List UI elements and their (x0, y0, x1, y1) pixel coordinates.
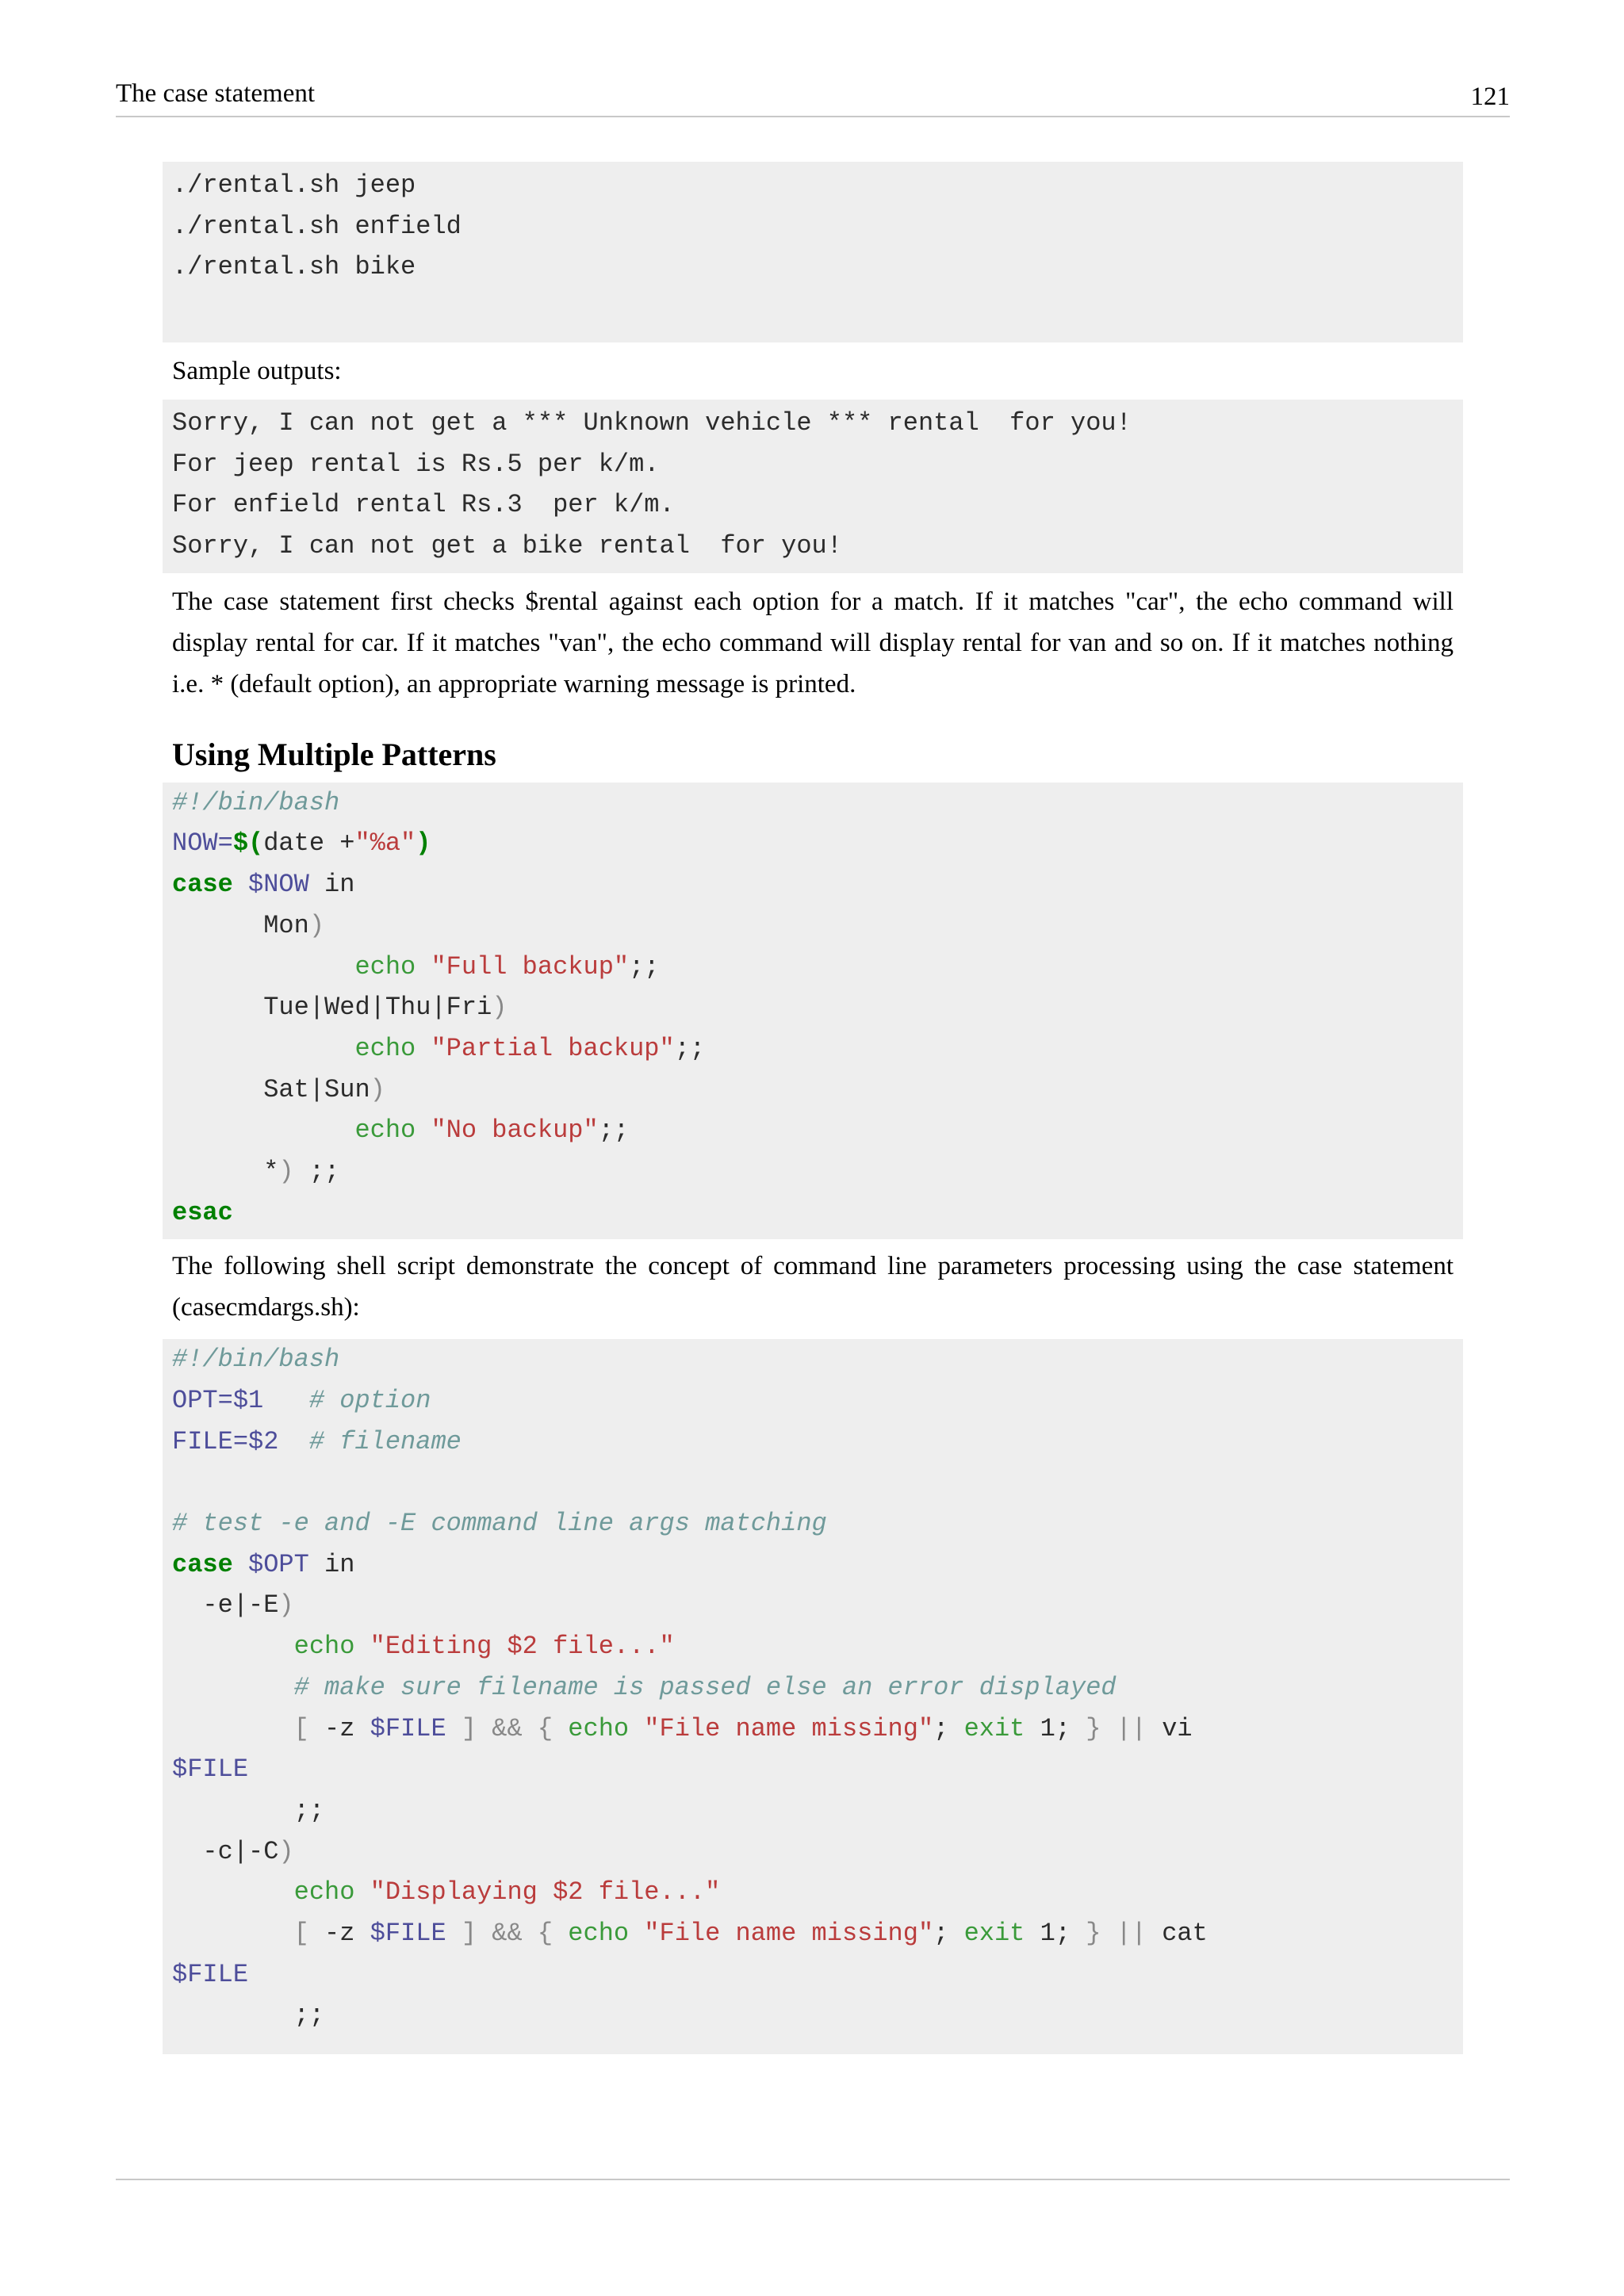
code-command: echo (293, 1632, 355, 1662)
code-comment: # filename (308, 1426, 462, 1456)
code-line: For enfield rental Rs.3 per k/m. (172, 490, 675, 520)
code-operator: ] (461, 1713, 477, 1743)
sample-outputs-label: Sample outputs: (172, 357, 342, 385)
code-operator: ) (278, 1836, 294, 1866)
code-line (172, 987, 1454, 1028)
running-title: The case statement (116, 79, 316, 108)
code-operator: || (1116, 1713, 1147, 1743)
code-keyword: case (172, 870, 233, 900)
code-variable: $NOW (248, 870, 309, 900)
code-line (172, 1544, 1454, 1586)
code-variable: $FILE (370, 1918, 446, 1948)
code-operator: } (1086, 1918, 1101, 1948)
code-line (172, 1585, 1454, 1626)
code-comment: # make sure filename is passed else an error displayed (293, 1672, 1116, 1702)
code-line (172, 1339, 1454, 1380)
code-command: echo (568, 1918, 630, 1948)
code-string: "Editing $2 file..." (370, 1632, 675, 1662)
code-operator: ) (308, 910, 325, 940)
code-pattern: * (263, 1156, 279, 1186)
code-text: ; (933, 1713, 949, 1743)
code-block-usage (163, 162, 1463, 342)
code-string: "Displaying $2 file..." (370, 1877, 721, 1908)
code-line: For jeep rental is Rs.5 per k/m. (172, 449, 660, 479)
code-line: ./rental.sh jeep (172, 170, 416, 200)
code-pattern: -e|-E (202, 1590, 279, 1621)
code-text: ;; (598, 1115, 630, 1146)
code-line (172, 1110, 1454, 1151)
code-line (172, 1422, 1454, 1463)
code-line (172, 1995, 1454, 2036)
code-line (172, 823, 1454, 864)
code-variable: FILE=$2 (172, 1426, 279, 1456)
code-keyword: esac (172, 1197, 233, 1227)
code-text: cat (1162, 1918, 1208, 1948)
code-block-outputs (163, 400, 1463, 573)
code-operator: } (1086, 1713, 1101, 1743)
code-line (172, 947, 1454, 988)
code-line: Sorry, I can not get a bike rental for you! (172, 531, 842, 561)
code-operator: ) (370, 1074, 385, 1104)
code-keyword: case (172, 1549, 233, 1579)
code-pattern: -c|-C (202, 1836, 279, 1866)
code-text: ;; (674, 1033, 706, 1063)
code-line (172, 1872, 1454, 1913)
code-text: ; (933, 1918, 949, 1948)
code-command: echo (568, 1713, 630, 1743)
code-variable: $FILE (172, 1755, 249, 1785)
code-text: -z (324, 1918, 355, 1948)
code-line (172, 1709, 1454, 1750)
code-text: ;; (293, 2000, 325, 2030)
code-line (172, 1070, 1454, 1111)
code-operator: || (1116, 1918, 1147, 1948)
page-content (163, 162, 1463, 2054)
code-line (172, 1913, 1454, 1954)
code-pattern: Sat|Sun (263, 1074, 370, 1104)
page-number: 121 (1470, 82, 1510, 111)
code-line (172, 783, 1454, 824)
code-string: "No backup" (431, 1115, 599, 1146)
code-operator: ) (492, 993, 508, 1023)
code-block-cmdargs (163, 1339, 1463, 2054)
code-line (172, 1151, 1454, 1192)
code-text: date + (263, 828, 355, 859)
code-command: exit (963, 1713, 1025, 1743)
code-string: "Full backup" (431, 951, 630, 982)
code-subst: ) (416, 828, 431, 859)
intro-paragraph: The following shell script demonstrate the concept of command line parameters processing using the case statement (casecmdargs.sh): (172, 1252, 1454, 1322)
code-line (172, 1749, 1454, 1790)
section-heading: Using Multiple Patterns (172, 736, 496, 772)
code-text: in (324, 870, 355, 900)
code-comment: # option (308, 1386, 431, 1415)
code-command: exit (963, 1918, 1025, 1948)
code-line (172, 1192, 1454, 1234)
code-command: echo (354, 1033, 416, 1063)
code-command: echo (354, 951, 416, 982)
code-pattern: Mon (263, 910, 309, 940)
code-line (172, 1667, 1454, 1709)
code-line (172, 1831, 1454, 1873)
code-line (172, 1954, 1454, 1996)
code-block-multiple-patterns (163, 783, 1463, 1240)
code-operator: && (492, 1918, 523, 1948)
code-subst: $( (232, 828, 264, 859)
code-text: vi (1162, 1713, 1193, 1743)
code-variable: NOW= (172, 828, 233, 859)
code-command: echo (354, 1115, 416, 1146)
code-operator: ) (278, 1156, 294, 1186)
code-text: in (324, 1549, 355, 1579)
code-string: "File name missing" (644, 1713, 934, 1743)
code-line (172, 1462, 1454, 1503)
code-text: ;; (629, 951, 660, 982)
code-command: echo (293, 1877, 355, 1908)
code-variable: $OPT (248, 1549, 309, 1579)
code-text: ;; (308, 1156, 340, 1186)
code-line (172, 1790, 1454, 1831)
code-operator: { (537, 1713, 553, 1743)
code-text: ;; (293, 1795, 325, 1825)
code-line (172, 1028, 1454, 1070)
code-operator: ] (461, 1918, 477, 1948)
code-operator: && (492, 1713, 523, 1743)
code-operator: [ (293, 1918, 309, 1948)
code-line (172, 1626, 1454, 1667)
code-string: "%a" (354, 828, 416, 859)
code-line (172, 1380, 1454, 1422)
code-text: 1; (1040, 1918, 1071, 1948)
code-line (172, 905, 1454, 947)
code-operator: [ (293, 1713, 309, 1743)
explanation-paragraph: The case statement first checks $rental against each option for a match. If it matches "car", the echo command will display rental for car. If it matches "van", the echo command will display rental for van and so on. If it matches nothing i.e. * (default option), an appropriate warning message is printed. (172, 587, 1454, 698)
code-comment: #!/bin/bash (172, 1345, 340, 1375)
code-operator: ) (278, 1590, 294, 1621)
code-line: ./rental.sh bike (172, 252, 416, 282)
code-variable: OPT=$1 (172, 1386, 264, 1415)
footer-rule (116, 2179, 1510, 2180)
code-text: -z (324, 1713, 355, 1743)
code-string: "File name missing" (644, 1918, 934, 1948)
code-comment: # test -e and -E command line args matching (172, 1509, 827, 1539)
code-pattern: Tue|Wed|Thu|Fri (263, 993, 492, 1023)
code-operator: { (537, 1918, 553, 1948)
code-line (172, 1503, 1454, 1544)
code-variable: $FILE (172, 1959, 249, 1989)
code-line: Sorry, I can not get a *** Unknown vehicle *** rental for you! (172, 408, 1132, 438)
running-header (116, 76, 1510, 117)
code-string: "Partial backup" (431, 1033, 675, 1063)
code-line (172, 864, 1454, 905)
code-line: ./rental.sh enfield (172, 211, 462, 241)
code-comment: #!/bin/bash (172, 787, 340, 817)
code-variable: $FILE (370, 1713, 446, 1743)
code-text: 1; (1040, 1713, 1071, 1743)
